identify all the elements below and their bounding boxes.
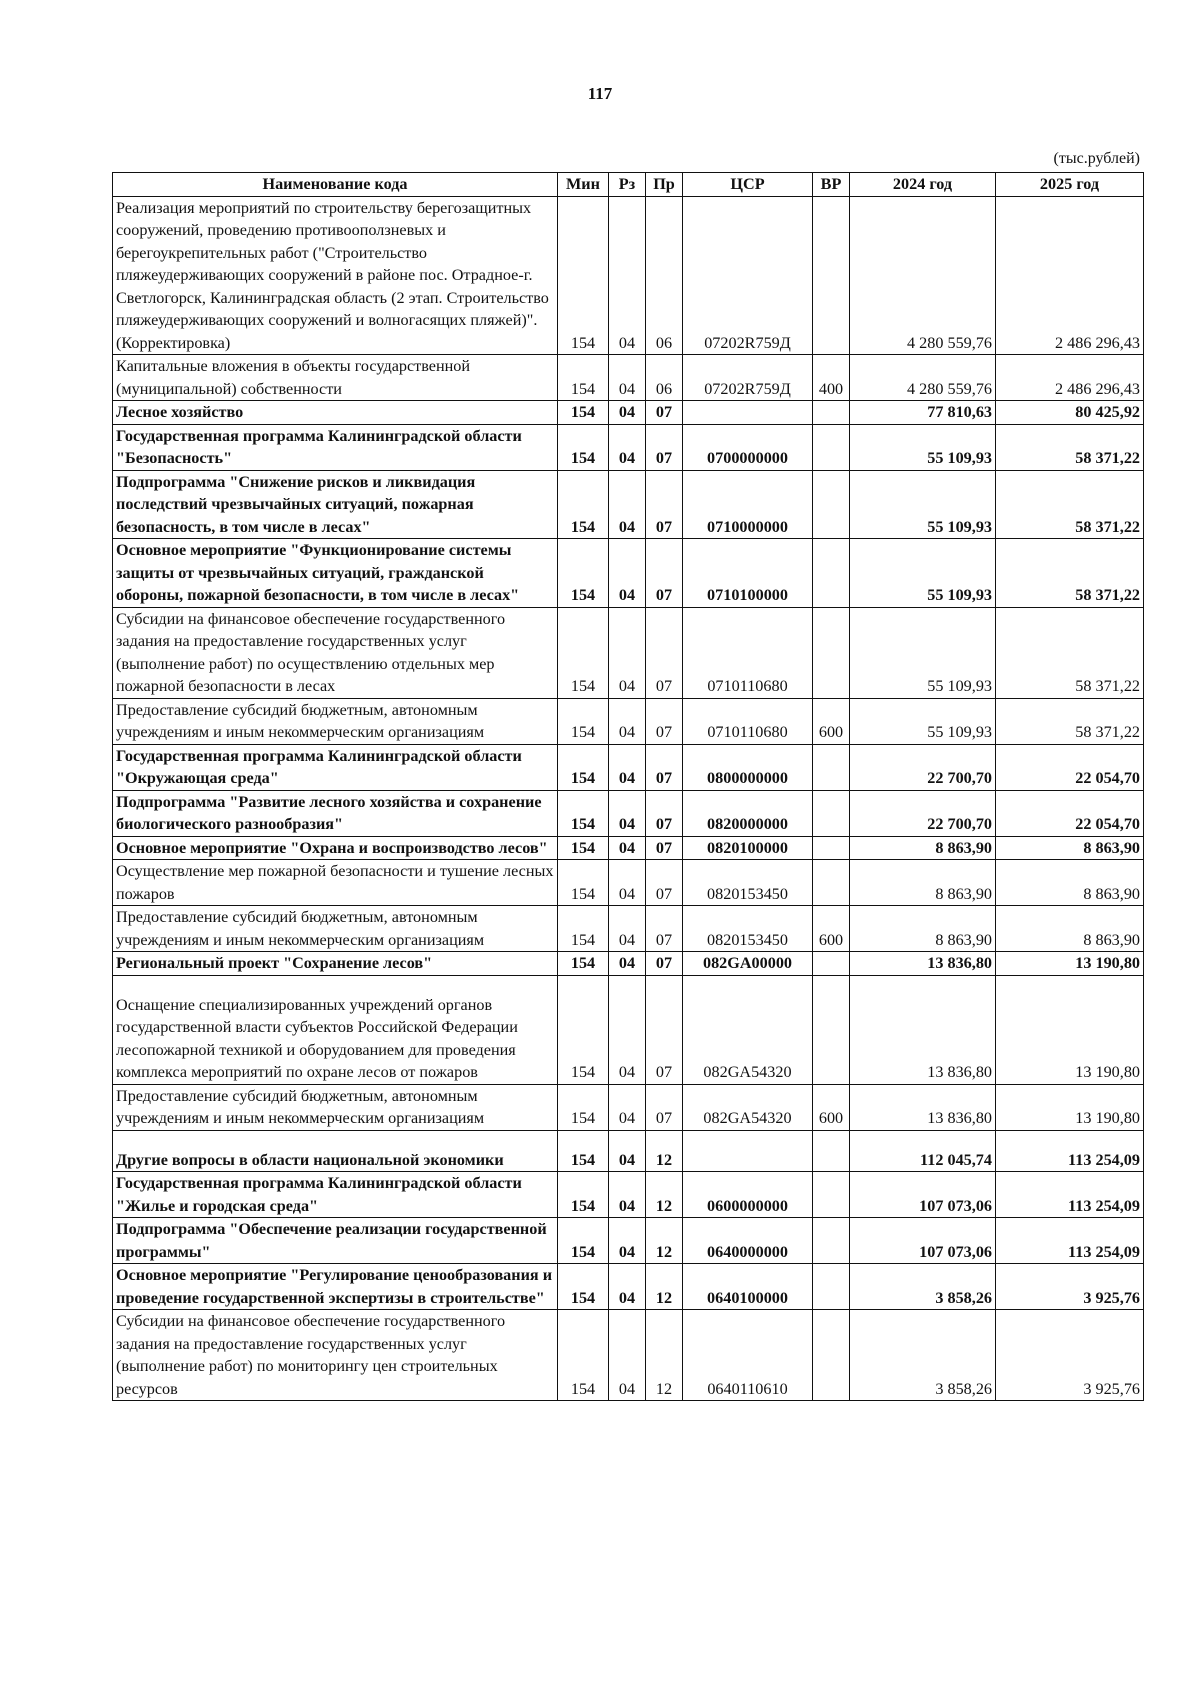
cell-rz: 04 bbox=[609, 1218, 646, 1264]
cell-vr bbox=[813, 836, 850, 860]
cell-min: 154 bbox=[558, 952, 609, 976]
cell-csr: 0710110680 bbox=[683, 698, 813, 744]
cell-name: Реализация мероприятий по строительству берегозащитных сооружений, проведению противооползневых и берегоукрепительных работ ("Строительство пляжеудерживающих сооружений в районе пос. Отрадное-г. Светлогорск, Калининградская область (2 этап. Строительство пляжеудерживающих сооружений и волногасящих пляжей)". (Корректировка) bbox=[113, 196, 558, 355]
cell-2025: 58 371,22 bbox=[996, 424, 1144, 470]
cell-2024: 55 109,93 bbox=[850, 539, 996, 608]
cell-pr: 07 bbox=[646, 539, 683, 608]
cell-csr: 0640000000 bbox=[683, 1218, 813, 1264]
cell-rz: 04 bbox=[609, 1310, 646, 1401]
cell-csr: 0820000000 bbox=[683, 790, 813, 836]
cell-rz: 04 bbox=[609, 975, 646, 1084]
cell-min: 154 bbox=[558, 1172, 609, 1218]
cell-name: Основное мероприятие "Охрана и воспроизводство лесов" bbox=[113, 836, 558, 860]
cell-pr: 07 bbox=[646, 470, 683, 539]
cell-vr bbox=[813, 1264, 850, 1310]
cell-min: 154 bbox=[558, 790, 609, 836]
cell-rz: 04 bbox=[609, 906, 646, 952]
cell-min: 154 bbox=[558, 1264, 609, 1310]
table-row bbox=[113, 1264, 1144, 1310]
header-csr: ЦСР bbox=[683, 173, 813, 197]
cell-pr: 07 bbox=[646, 952, 683, 976]
cell-vr bbox=[813, 790, 850, 836]
cell-vr: 600 bbox=[813, 906, 850, 952]
cell-csr: 07202R759Д bbox=[683, 196, 813, 355]
cell-pr: 07 bbox=[646, 744, 683, 790]
table-header-row bbox=[113, 173, 1144, 197]
cell-name: Субсидии на финансовое обеспечение государственного задания на предоставление государственных услуг (выполнение работ) по мониторингу цен строительных ресурсов bbox=[113, 1310, 558, 1401]
cell-csr: 0700000000 bbox=[683, 424, 813, 470]
cell-2025: 58 371,22 bbox=[996, 470, 1144, 539]
cell-2024: 55 109,93 bbox=[850, 470, 996, 539]
cell-name: Предоставление субсидий бюджетным, автономным учреждениям и иным некоммерческим организациям bbox=[113, 906, 558, 952]
cell-pr: 07 bbox=[646, 836, 683, 860]
table-row bbox=[113, 607, 1144, 698]
cell-csr: 0710110680 bbox=[683, 607, 813, 698]
cell-2025: 13 190,80 bbox=[996, 1084, 1144, 1130]
cell-vr bbox=[813, 424, 850, 470]
cell-2024: 8 863,90 bbox=[850, 836, 996, 860]
table-row bbox=[113, 355, 1144, 401]
cell-pr: 12 bbox=[646, 1218, 683, 1264]
cell-2025: 8 863,90 bbox=[996, 836, 1144, 860]
cell-2025: 13 190,80 bbox=[996, 952, 1144, 976]
cell-2025: 13 190,80 bbox=[996, 975, 1144, 1084]
cell-2024: 107 073,06 bbox=[850, 1172, 996, 1218]
cell-csr: 0710000000 bbox=[683, 470, 813, 539]
cell-2024: 3 858,26 bbox=[850, 1264, 996, 1310]
cell-min: 154 bbox=[558, 1084, 609, 1130]
cell-vr bbox=[813, 470, 850, 539]
header-name: Наименование кода bbox=[113, 173, 558, 197]
cell-name: Предоставление субсидий бюджетным, автономным учреждениям и иным некоммерческим организациям bbox=[113, 698, 558, 744]
cell-2025: 58 371,22 bbox=[996, 539, 1144, 608]
cell-csr: 0800000000 bbox=[683, 744, 813, 790]
cell-pr: 07 bbox=[646, 975, 683, 1084]
cell-pr: 12 bbox=[646, 1130, 683, 1172]
cell-2025: 3 925,76 bbox=[996, 1310, 1144, 1401]
cell-csr: 082GA00000 bbox=[683, 952, 813, 976]
cell-vr bbox=[813, 975, 850, 1084]
cell-pr: 07 bbox=[646, 790, 683, 836]
cell-rz: 04 bbox=[609, 952, 646, 976]
cell-csr: 082GA54320 bbox=[683, 975, 813, 1084]
cell-pr: 07 bbox=[646, 401, 683, 425]
cell-csr bbox=[683, 1130, 813, 1172]
cell-min: 154 bbox=[558, 424, 609, 470]
cell-pr: 07 bbox=[646, 860, 683, 906]
cell-name: Оснащение специализированных учреждений органов государственной власти субъектов Российской Федерации лесопожарной техникой и оборудованием для проведения комплекса мероприятий по охране лесов от пожаров bbox=[113, 975, 558, 1084]
cell-2024: 13 836,80 bbox=[850, 975, 996, 1084]
cell-name: Подпрограмма "Снижение рисков и ликвидация последствий чрезвычайных ситуаций, пожарная безопасность, в том числе в лесах" bbox=[113, 470, 558, 539]
cell-vr bbox=[813, 860, 850, 906]
cell-2025: 22 054,70 bbox=[996, 744, 1144, 790]
cell-vr: 400 bbox=[813, 355, 850, 401]
cell-pr: 07 bbox=[646, 906, 683, 952]
cell-2025: 2 486 296,43 bbox=[996, 355, 1144, 401]
cell-rz: 04 bbox=[609, 196, 646, 355]
table-row bbox=[113, 1310, 1144, 1401]
cell-rz: 04 bbox=[609, 790, 646, 836]
cell-name: Другие вопросы в области национальной экономики bbox=[113, 1130, 558, 1172]
cell-min: 154 bbox=[558, 698, 609, 744]
cell-2025: 22 054,70 bbox=[996, 790, 1144, 836]
cell-name: Подпрограмма "Развитие лесного хозяйства и сохранение биологического разнообразия" bbox=[113, 790, 558, 836]
table-row bbox=[113, 1084, 1144, 1130]
cell-csr: 0820153450 bbox=[683, 860, 813, 906]
cell-2025: 58 371,22 bbox=[996, 607, 1144, 698]
cell-2024: 55 109,93 bbox=[850, 698, 996, 744]
cell-2024: 22 700,70 bbox=[850, 744, 996, 790]
table-row bbox=[113, 539, 1144, 608]
cell-2024: 77 810,63 bbox=[850, 401, 996, 425]
cell-vr bbox=[813, 1130, 850, 1172]
cell-min: 154 bbox=[558, 539, 609, 608]
cell-2025: 113 254,09 bbox=[996, 1130, 1144, 1172]
cell-vr bbox=[813, 539, 850, 608]
table-body bbox=[113, 196, 1144, 1401]
cell-vr bbox=[813, 952, 850, 976]
cell-2024: 13 836,80 bbox=[850, 952, 996, 976]
header-pr: Пр bbox=[646, 173, 683, 197]
cell-pr: 12 bbox=[646, 1264, 683, 1310]
cell-min: 154 bbox=[558, 470, 609, 539]
cell-rz: 04 bbox=[609, 607, 646, 698]
cell-2025: 113 254,09 bbox=[996, 1218, 1144, 1264]
cell-vr bbox=[813, 607, 850, 698]
cell-2024: 55 109,93 bbox=[850, 424, 996, 470]
cell-csr: 082GA54320 bbox=[683, 1084, 813, 1130]
cell-csr: 07202R759Д bbox=[683, 355, 813, 401]
cell-min: 154 bbox=[558, 401, 609, 425]
table-row bbox=[113, 906, 1144, 952]
cell-2024: 107 073,06 bbox=[850, 1218, 996, 1264]
cell-2025: 8 863,90 bbox=[996, 906, 1144, 952]
units-label: (тыс.рублей) bbox=[1053, 150, 1140, 167]
cell-rz: 04 bbox=[609, 1130, 646, 1172]
cell-vr: 600 bbox=[813, 1084, 850, 1130]
cell-name: Региональный проект "Сохранение лесов" bbox=[113, 952, 558, 976]
cell-2025: 113 254,09 bbox=[996, 1172, 1144, 1218]
cell-name: Субсидии на финансовое обеспечение государственного задания на предоставление государственных услуг (выполнение работ) по осуществлению отдельных мер пожарной безопасности в лесах bbox=[113, 607, 558, 698]
cell-name: Предоставление субсидий бюджетным, автономным учреждениям и иным некоммерческим организациям bbox=[113, 1084, 558, 1130]
cell-pr: 07 bbox=[646, 424, 683, 470]
cell-name: Подпрограмма "Обеспечение реализации государственной программы" bbox=[113, 1218, 558, 1264]
header-min: Мин bbox=[558, 173, 609, 197]
table-row bbox=[113, 698, 1144, 744]
cell-rz: 04 bbox=[609, 1172, 646, 1218]
table-row bbox=[113, 860, 1144, 906]
page-number: 117 bbox=[587, 84, 613, 103]
cell-min: 154 bbox=[558, 196, 609, 355]
table-row bbox=[113, 424, 1144, 470]
cell-csr: 0640110610 bbox=[683, 1310, 813, 1401]
cell-csr: 0820153450 bbox=[683, 906, 813, 952]
cell-min: 154 bbox=[558, 1218, 609, 1264]
table-row bbox=[113, 744, 1144, 790]
table-row bbox=[113, 1130, 1144, 1172]
cell-2024: 112 045,74 bbox=[850, 1130, 996, 1172]
cell-min: 154 bbox=[558, 744, 609, 790]
table-row bbox=[113, 836, 1144, 860]
table-row bbox=[113, 790, 1144, 836]
cell-min: 154 bbox=[558, 836, 609, 860]
cell-rz: 04 bbox=[609, 1264, 646, 1310]
cell-vr: 600 bbox=[813, 698, 850, 744]
cell-csr: 0600000000 bbox=[683, 1172, 813, 1218]
cell-rz: 04 bbox=[609, 744, 646, 790]
header-vr: ВР bbox=[813, 173, 850, 197]
cell-rz: 04 bbox=[609, 355, 646, 401]
cell-2024: 4 280 559,76 bbox=[850, 196, 996, 355]
cell-rz: 04 bbox=[609, 424, 646, 470]
cell-min: 154 bbox=[558, 906, 609, 952]
table-row bbox=[113, 196, 1144, 355]
cell-2024: 3 858,26 bbox=[850, 1310, 996, 1401]
cell-pr: 06 bbox=[646, 196, 683, 355]
cell-pr: 07 bbox=[646, 1084, 683, 1130]
cell-pr: 07 bbox=[646, 698, 683, 744]
cell-2024: 8 863,90 bbox=[850, 860, 996, 906]
cell-2025: 58 371,22 bbox=[996, 698, 1144, 744]
cell-2024: 13 836,80 bbox=[850, 1084, 996, 1130]
cell-min: 154 bbox=[558, 1130, 609, 1172]
header-rz: Рз bbox=[609, 173, 646, 197]
cell-name: Основное мероприятие "Функционирование системы защиты от чрезвычайных ситуаций, гражданской обороны, пожарной безопасности, в том числе в лесах" bbox=[113, 539, 558, 608]
cell-csr: 0640100000 bbox=[683, 1264, 813, 1310]
table-row bbox=[113, 401, 1144, 425]
cell-min: 154 bbox=[558, 355, 609, 401]
cell-pr: 06 bbox=[646, 355, 683, 401]
cell-name: Капитальные вложения в объекты государственной (муниципальной) собственности bbox=[113, 355, 558, 401]
cell-rz: 04 bbox=[609, 860, 646, 906]
cell-name: Государственная программа Калининградской области "Окружающая среда" bbox=[113, 744, 558, 790]
cell-2024: 8 863,90 bbox=[850, 906, 996, 952]
header-2024: 2024 год bbox=[850, 173, 996, 197]
table-row bbox=[113, 1218, 1144, 1264]
cell-name: Лесное хозяйство bbox=[113, 401, 558, 425]
cell-min: 154 bbox=[558, 607, 609, 698]
cell-rz: 04 bbox=[609, 1084, 646, 1130]
cell-vr bbox=[813, 1218, 850, 1264]
cell-2025: 8 863,90 bbox=[996, 860, 1144, 906]
cell-pr: 12 bbox=[646, 1172, 683, 1218]
budget-table bbox=[112, 172, 1144, 1401]
cell-2024: 22 700,70 bbox=[850, 790, 996, 836]
cell-name: Государственная программа Калининградской области "Безопасность" bbox=[113, 424, 558, 470]
cell-vr bbox=[813, 1172, 850, 1218]
cell-pr: 12 bbox=[646, 1310, 683, 1401]
cell-min: 154 bbox=[558, 1310, 609, 1401]
cell-vr bbox=[813, 196, 850, 355]
cell-name: Государственная программа Калининградской области "Жилье и городская среда" bbox=[113, 1172, 558, 1218]
cell-name: Основное мероприятие "Регулирование ценообразования и проведение государственной экспертизы в строительстве" bbox=[113, 1264, 558, 1310]
cell-2024: 4 280 559,76 bbox=[850, 355, 996, 401]
cell-csr: 0710100000 bbox=[683, 539, 813, 608]
table-row bbox=[113, 952, 1144, 976]
table-row bbox=[113, 1172, 1144, 1218]
cell-2025: 2 486 296,43 bbox=[996, 196, 1144, 355]
header-2025: 2025 год bbox=[996, 173, 1144, 197]
cell-2025: 3 925,76 bbox=[996, 1264, 1144, 1310]
cell-min: 154 bbox=[558, 860, 609, 906]
cell-rz: 04 bbox=[609, 539, 646, 608]
cell-rz: 04 bbox=[609, 401, 646, 425]
cell-rz: 04 bbox=[609, 836, 646, 860]
cell-2025: 80 425,92 bbox=[996, 401, 1144, 425]
cell-vr bbox=[813, 1310, 850, 1401]
cell-min: 154 bbox=[558, 975, 609, 1084]
cell-2024: 55 109,93 bbox=[850, 607, 996, 698]
cell-vr bbox=[813, 401, 850, 425]
cell-pr: 07 bbox=[646, 607, 683, 698]
table-row bbox=[113, 470, 1144, 539]
cell-name: Осуществление мер пожарной безопасности и тушение лесных пожаров bbox=[113, 860, 558, 906]
cell-vr bbox=[813, 744, 850, 790]
cell-csr bbox=[683, 401, 813, 425]
table-row bbox=[113, 975, 1144, 1084]
cell-rz: 04 bbox=[609, 698, 646, 744]
cell-rz: 04 bbox=[609, 470, 646, 539]
cell-csr: 0820100000 bbox=[683, 836, 813, 860]
